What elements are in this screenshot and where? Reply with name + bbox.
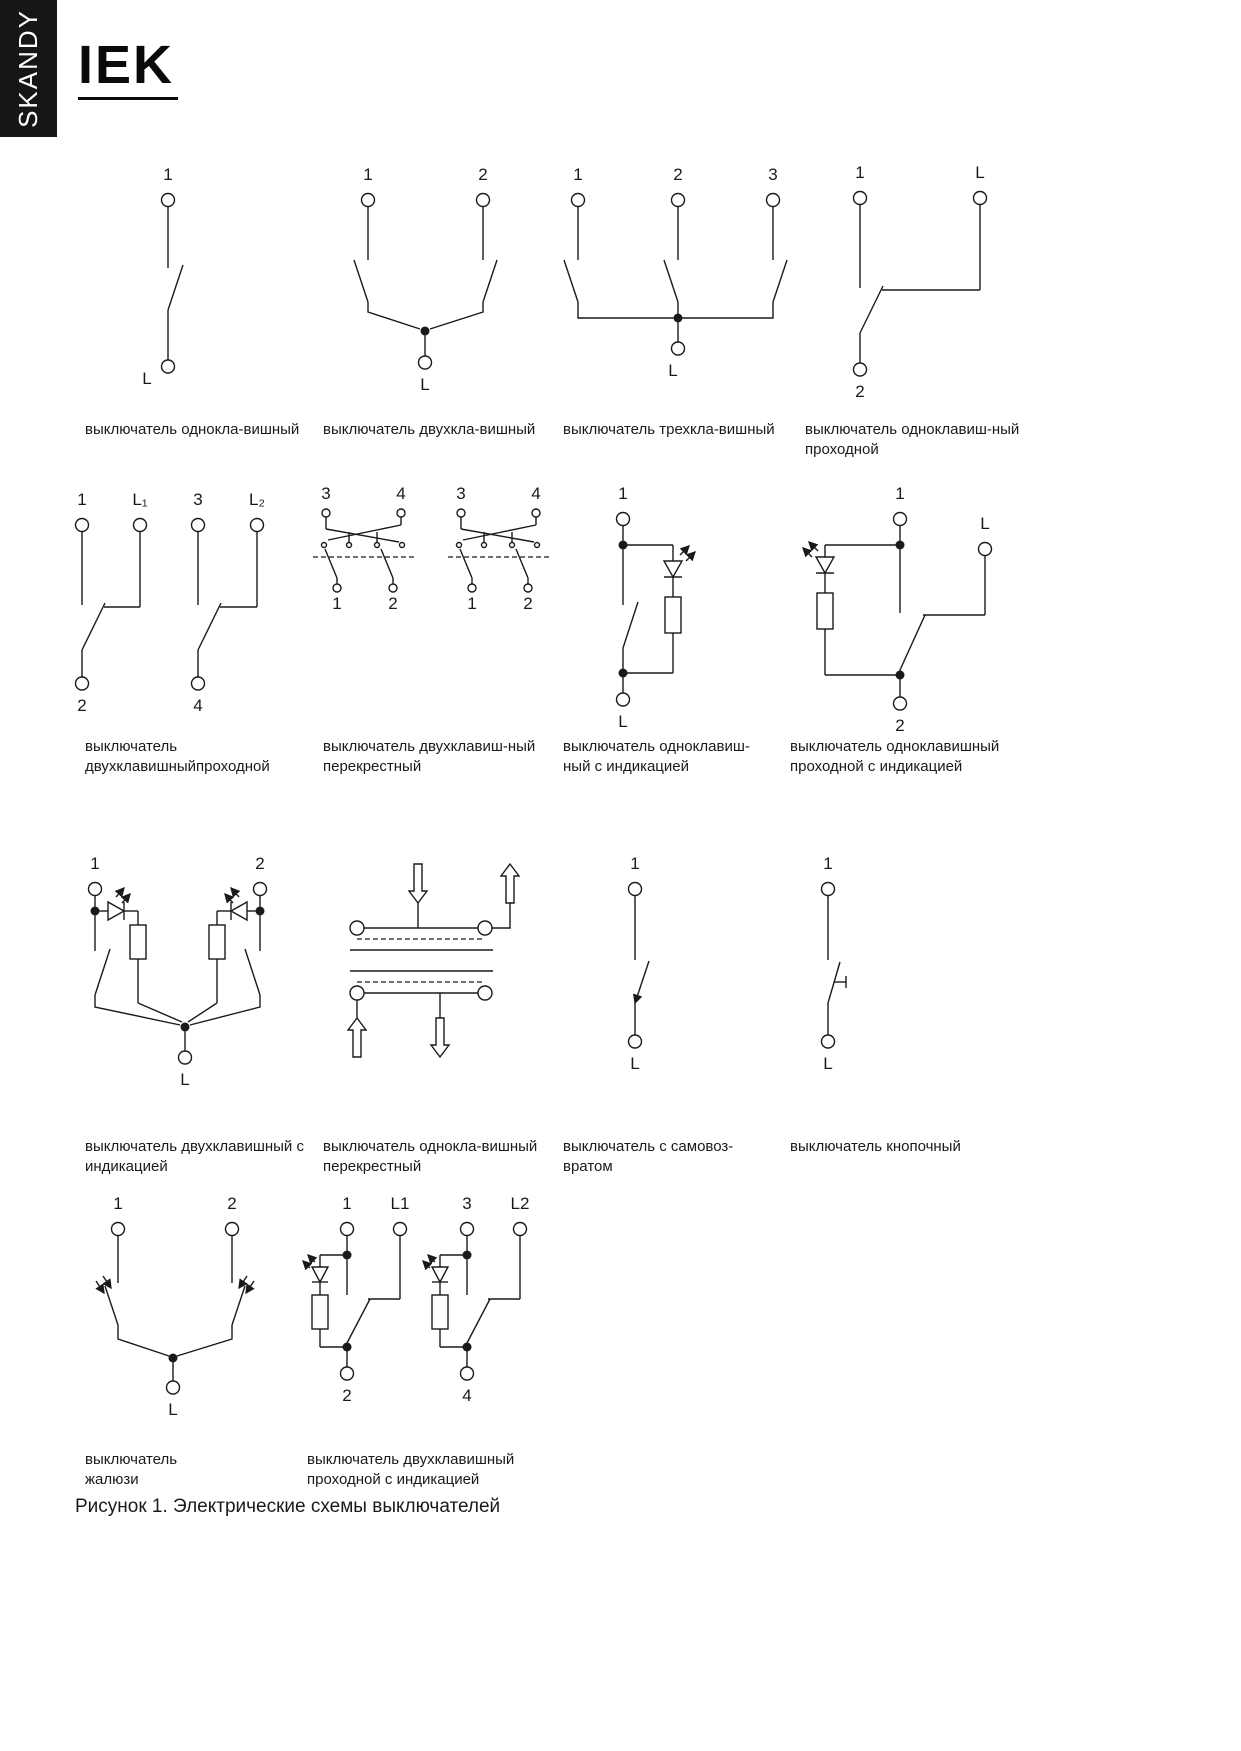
- terminal-label: 2: [673, 165, 683, 184]
- terminal-label: 4: [193, 696, 203, 715]
- terminal-label: 2: [855, 382, 865, 401]
- terminal-label: L: [823, 1054, 833, 1073]
- terminal-label: L: [975, 163, 985, 182]
- one-gang-art: [162, 194, 184, 374]
- caption-two-gang-ind: выключатель двухклавишный с индикацией: [85, 1138, 304, 1176]
- terminal-label: L: [420, 375, 430, 394]
- caption-push-button: выключатель кнопочный: [790, 1138, 961, 1155]
- terminal-label: L: [142, 369, 152, 388]
- terminal-label: 1: [342, 1194, 352, 1213]
- terminal-label: 2: [523, 594, 533, 613]
- terminal-label: 1: [113, 1194, 123, 1213]
- diagram-one-gang-crossover: [325, 848, 555, 1078]
- crossover-b-art: [448, 509, 550, 592]
- two-gang-art: [354, 194, 497, 370]
- one-gang-ind-art: [617, 513, 696, 707]
- caption-one-gang-pass: выключатель одноклавиш-ный проходной: [805, 421, 1020, 459]
- terminal-label: 1: [332, 594, 342, 613]
- terminal-label: 2: [342, 1386, 352, 1405]
- two-gang-pass-ind-art: [303, 1223, 527, 1381]
- terminal-label: 2: [895, 716, 905, 735]
- terminal-label: 3: [456, 484, 466, 503]
- diagram-two-gang-crossover: [308, 485, 573, 620]
- caption-self-return: выключатель с самовоз- вратом: [563, 1138, 734, 1176]
- terminal-label: L: [168, 1400, 178, 1419]
- caption-blinds: выключатель жалюзи: [85, 1451, 178, 1489]
- terminal-label: 1: [895, 484, 905, 503]
- blinds-art: [96, 1223, 254, 1395]
- terminal-label: L: [180, 1070, 190, 1089]
- caption-two-gang-cross: выключатель двухклавиш-ный перекрестный: [323, 738, 536, 776]
- caption-one-gang-cross: выключатель однокла-вишный перекрестный: [323, 1138, 538, 1176]
- terminal-label: 3: [768, 165, 778, 184]
- terminal-label: L: [618, 712, 628, 731]
- series-name: SKANDY: [13, 9, 43, 128]
- two-gang-ind-art: [89, 883, 267, 1065]
- diagram-push-button-switch: [765, 855, 895, 1090]
- terminal-label: 4: [531, 484, 541, 503]
- terminal-label: 1: [630, 854, 640, 873]
- caption-one-gang-pass-ind: выключатель одноклавишный проходной с индикацией: [790, 738, 1000, 776]
- one-gang-cross-art: [348, 864, 519, 1057]
- terminal-label: 1: [90, 854, 100, 873]
- diagram-one-gang-pass-indication: [790, 485, 1010, 740]
- terminal-label: L₁: [132, 490, 148, 509]
- crossover-a-art: [313, 509, 415, 592]
- terminal-label: L1: [390, 1194, 410, 1213]
- iek-logo: IEK: [78, 36, 178, 100]
- series-vertical-banner: [0, 0, 57, 137]
- diagram-one-gang-indication: [558, 485, 708, 740]
- terminal-label: L: [980, 514, 990, 533]
- terminal-label: 1: [77, 490, 87, 509]
- diagram-one-gang-switch: [95, 160, 295, 410]
- diagram-two-gang-pass-indication: [300, 1195, 550, 1445]
- terminal-label: 3: [321, 484, 331, 503]
- terminal-label: 2: [388, 594, 398, 613]
- diagram-two-gang-passthrough: [60, 485, 290, 740]
- terminal-label: 1: [467, 594, 477, 613]
- terminal-label: 2: [77, 696, 87, 715]
- terminal-label: 1: [573, 165, 583, 184]
- diagram-two-gang-indication: [60, 855, 310, 1105]
- diagram-two-gang-switch: [340, 160, 540, 410]
- terminal-label: L: [668, 361, 678, 380]
- terminal-label: 4: [396, 484, 406, 503]
- diagram-blinds-switch: [60, 1195, 280, 1430]
- caption-one-gang: выключатель однокла-вишный: [85, 421, 300, 438]
- caption-two-gang-pass: выключатель двухклавишныйпроходной: [85, 738, 270, 776]
- terminal-label: 1: [823, 854, 833, 873]
- terminal-label: 1: [163, 165, 173, 184]
- diagram-three-gang-switch: [545, 160, 805, 410]
- caption-three-gang: выключатель трехкла-вишный: [563, 421, 775, 438]
- terminal-label: 3: [462, 1194, 472, 1213]
- terminal-label: 3: [193, 490, 203, 509]
- self-return-art: [629, 883, 650, 1049]
- three-gang-art: [564, 194, 787, 356]
- figure-caption: Рисунок 1. Электрические схемы выключателей: [75, 1496, 501, 1517]
- terminal-label: 2: [478, 165, 488, 184]
- terminal-label: 1: [363, 165, 373, 184]
- one-gang-pass-art: [854, 192, 987, 377]
- terminal-label: L₂: [248, 490, 266, 509]
- terminal-label: 2: [255, 854, 265, 873]
- caption-two-gang-pass-ind: выключатель двухклавишный проходной с индикацией: [307, 1451, 515, 1489]
- caption-two-gang: выключатель двухкла-вишный: [323, 421, 536, 438]
- terminal-label: 2: [227, 1194, 237, 1213]
- diagram-one-gang-passthrough: [820, 158, 1030, 418]
- terminal-label: 4: [462, 1386, 472, 1405]
- terminal-label: 1: [618, 484, 628, 503]
- one-gang-pass-ind-art: [803, 513, 992, 711]
- two-gang-pass-art: [76, 519, 264, 691]
- diagram-self-return-switch: [572, 855, 702, 1090]
- caption-one-gang-ind: выключатель одноклавиш- ный с индикацией: [563, 738, 750, 776]
- push-button-art: [822, 883, 847, 1049]
- terminal-label: 1: [855, 163, 865, 182]
- terminal-label: L: [630, 1054, 640, 1073]
- terminal-label: L2: [510, 1194, 530, 1213]
